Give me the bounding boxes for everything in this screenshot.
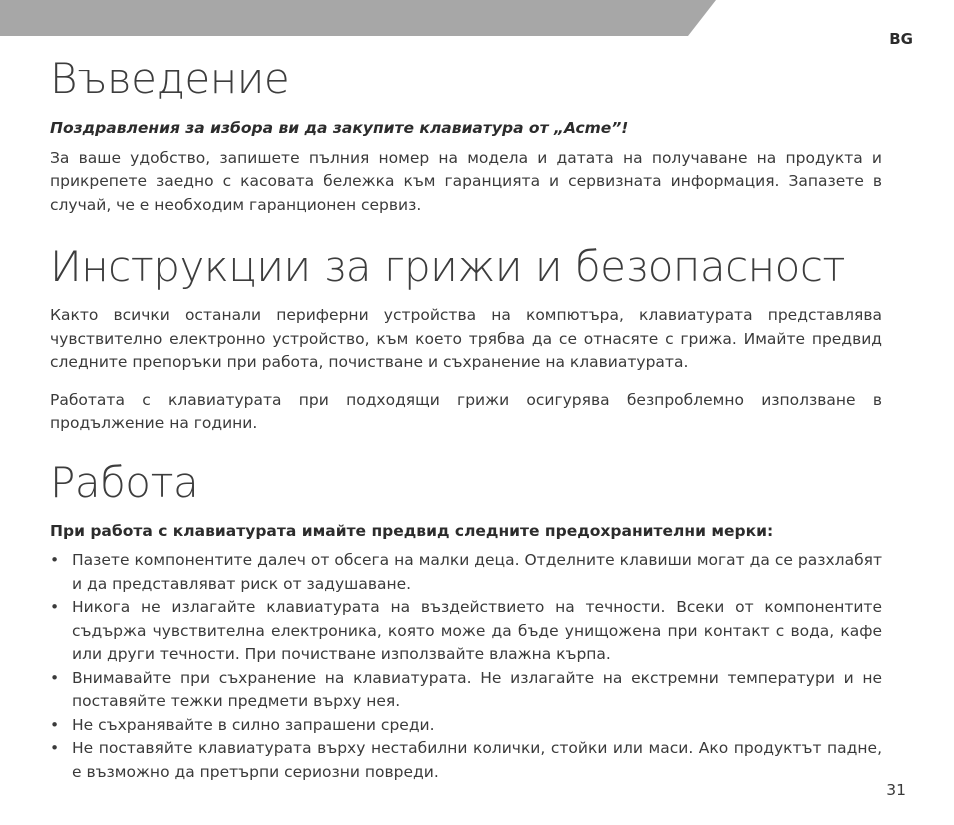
section-safety	[50, 240, 882, 436]
bullet-icon: •	[50, 668, 60, 687]
heading-safety: Инструкции за грижи и безопасност	[50, 242, 845, 291]
list-item	[50, 667, 882, 714]
safety-paragraph-2: Работата с клавиатурата при подходящи грижи осигурява безпроблемно използване в продължение на години.	[50, 390, 882, 432]
intro-body: За ваше удобство, запишете пълния номер на модела и датата на получаване на продукта и прикрепете заедно с касовата бележка към гаранцията и сервизната информация. Запазете в случай, че е необходим гаранционен сервиз.	[50, 148, 882, 214]
bullet-icon: •	[50, 739, 60, 757]
intro-lead: Поздравления за избора ви да закупите клавиатура от „Acme”!	[50, 119, 629, 137]
list-item	[50, 596, 882, 667]
list-item	[50, 737, 882, 784]
page-content	[50, 52, 882, 784]
precautions-list	[50, 549, 882, 784]
bullet-icon: •	[50, 551, 60, 569]
list-item-text: Не поставяйте клавиатурата върху нестабилни колички, стойки или маси. Ако продуктът падне, е възможно да претърпи сериозни повреди.	[72, 739, 882, 781]
list-item-text: Пазете компонентите далеч от обсега на малки деца. Отделните клавиши могат да се разхлабят и да представляват риск от задушаване.	[72, 551, 882, 593]
bullet-icon: •	[50, 598, 60, 616]
work-lead: При работа с клавиатурата имайте предвид следните предохранителни мерки:	[50, 521, 774, 540]
heading-intro: Въведение	[50, 54, 290, 103]
bullet-icon: •	[50, 715, 60, 734]
list-item-text: Никога не излагайте клавиатурата на въздействието на течности. Всеки от компонентите съдържа чувствителна електроника, която може да бъде унищожена при контакт с вода, кафе или други течности. При почистване използвайте влажна кърпа.	[72, 598, 882, 663]
list-item	[50, 714, 882, 738]
section-intro	[50, 52, 882, 217]
heading-work: Работа	[50, 457, 199, 507]
language-code: BG	[889, 30, 913, 48]
list-item-text: Не съхранявайте в силно запрашени среди.	[72, 715, 435, 734]
safety-paragraph-1: Както всички останали периферни устройства на компютъра, клавиатурата представлява чувствително електронно устройство, към което трябва да се отнасяте с грижа. Имайте предвид следните препоръки при работа, почистване и съхранение на клавиатурата.	[50, 306, 882, 371]
section-work	[50, 456, 882, 785]
header-band	[0, 0, 954, 36]
list-item-text: Внимавайте при съхранение на клавиатурата. Не излагайте на екстремни температури и не поставяйте тежки предмети върху нея.	[72, 668, 882, 710]
list-item	[50, 549, 882, 596]
page-number: 31	[886, 781, 906, 799]
